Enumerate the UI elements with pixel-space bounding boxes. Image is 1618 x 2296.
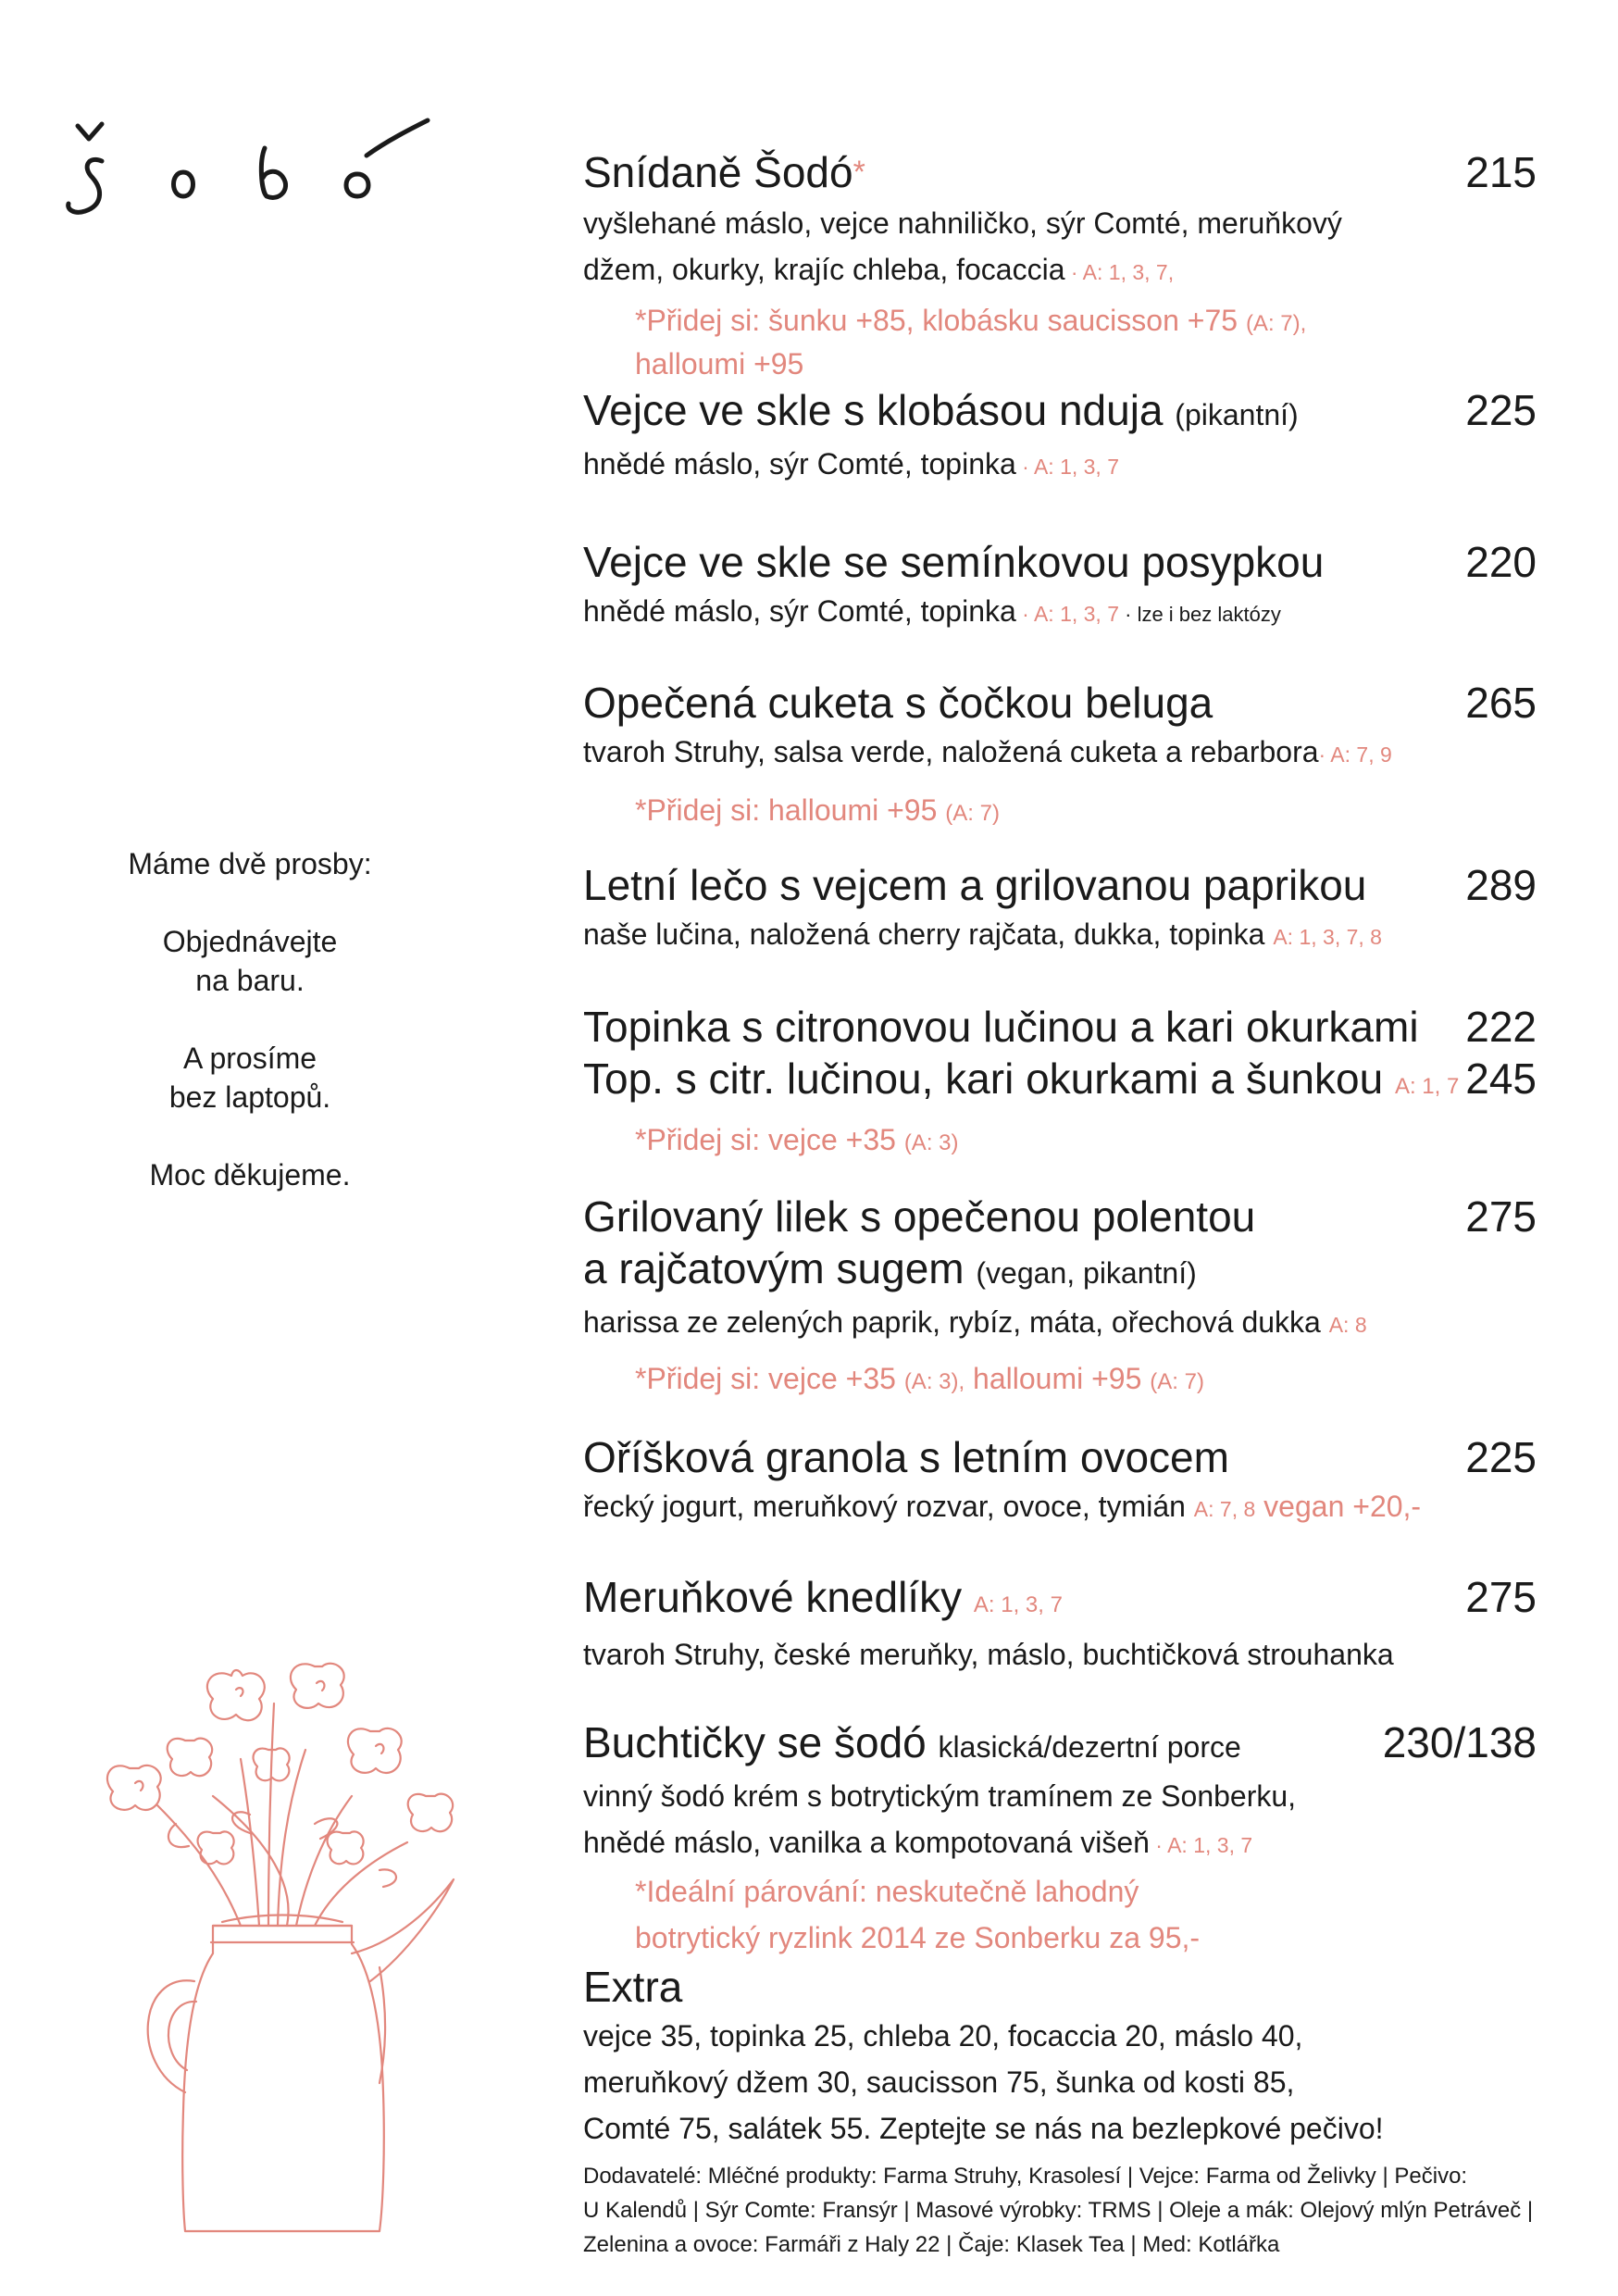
addon-text: *Přidej si: halloumi +95 <box>635 793 946 827</box>
addon-text: *Přidej si: vejce +35 <box>635 1362 904 1395</box>
menu-item-granola <box>583 1431 1537 1532</box>
menu-item-snidane <box>583 146 1537 382</box>
item-description <box>583 1773 1537 1868</box>
menu-item-title <box>583 1053 1537 1113</box>
lactose-note: · lze i bez laktózy <box>1119 603 1281 626</box>
allergens: A: 1, 3, 7 <box>973 1592 1063 1617</box>
flower-vase-illustration <box>74 1648 481 2240</box>
flower-vase-icon <box>74 1648 481 2240</box>
item-name: Top. s citr. lučinou, kari okurkami a šunkou <box>583 1054 1395 1103</box>
item-note: (vegan, pikantní) <box>976 1256 1197 1290</box>
desc-text: tvaroh Struhy, salsa verde, naložená cuketa a rebarbora <box>583 735 1319 768</box>
item-name: Opečená cuketa s čočkou beluga <box>583 679 1214 727</box>
item-addon <box>583 299 1537 382</box>
desc-line <box>583 246 1537 295</box>
menu-extra <box>583 1961 1537 2152</box>
item-name: Topinka s citronovou lučinou a kari okurkami <box>583 1003 1419 1051</box>
item-price: 225 <box>1465 1433 1537 1481</box>
allergens: · A: 1, 3, 7 <box>1015 455 1120 479</box>
item-addon <box>583 1118 1537 1165</box>
menu-item-title <box>583 384 1537 441</box>
note-line: na baru. <box>195 964 305 997</box>
desc-text: harissa ze zelených paprik, rybíz, máta, ořechová dukka <box>583 1305 1329 1339</box>
extra-line: Comté 75, salátek 55. Zeptejte se nás na bezlepkové pečivo! <box>583 2112 1384 2145</box>
guest-requests-note <box>56 844 444 1233</box>
menu <box>583 146 1537 2262</box>
note-line: A prosíme <box>182 1042 317 1075</box>
note-no-laptops <box>56 1039 444 1117</box>
addon-allergens: (A: 7) <box>945 801 1000 826</box>
desc-text: hnědé máslo, sýr Comté, topinka <box>583 594 1016 628</box>
allergens: · A: 1, 3, 7 <box>1149 1833 1253 1857</box>
item-name: Oříšková granola s letním ovocem <box>583 1433 1229 1481</box>
desc-line: vyšlehané máslo, vejce nahniličko, sýr Comté, meruňkový <box>583 206 1342 240</box>
allergens: A: 8 <box>1328 1313 1367 1337</box>
addon-allergens: (A: 3), <box>903 1369 965 1394</box>
pairing-line: botrytický ryzlink 2014 ze Sonberku za 95,- <box>635 1921 1201 1954</box>
suppliers-line: Zelenina a ovoce: Farmáři z Haly 22 | Čaje: Klasek Tea | Med: Kotlářka <box>583 2232 1280 2257</box>
allergens: · A: 1, 3, 7 <box>1015 602 1120 626</box>
item-price: 222 <box>1465 1003 1537 1051</box>
suppliers-line: U Kalendů | Sýr Comte: Fransýr | Masové výrobky: TRMS | Oleje a mák: Olejový mlýn Petráveč | <box>583 2198 1534 2223</box>
item-price: 289 <box>1465 861 1537 909</box>
item-name: Vejce ve skle se semínkovou posypkou <box>583 538 1325 586</box>
item-description <box>583 588 1537 638</box>
menu-item-title <box>583 1571 1537 1631</box>
menu-item-title <box>583 536 1537 588</box>
addon-allergens: (A: 3) <box>903 1130 959 1155</box>
item-name: Snídaně Šodó <box>583 148 853 196</box>
addon-text: *Přidej si: šunku +85, klobásku saucisson +75 <box>635 304 1246 337</box>
item-description <box>583 1631 1537 1678</box>
wine-pairing <box>583 1868 1537 1961</box>
menu-item-buchticky <box>583 1716 1537 1961</box>
menu-item-nduja <box>583 384 1537 490</box>
menu-item-title <box>583 859 1537 911</box>
item-addon <box>583 1357 1537 1404</box>
addon-allergens: (A: 7) <box>1150 1369 1204 1394</box>
item-note: (pikantní) <box>1175 398 1299 431</box>
menu-item-title <box>583 1716 1537 1773</box>
item-name: Buchtičky se šodó <box>583 1718 939 1766</box>
extra-line: vejce 35, topinka 25, chleba 20, focaccia 20, máslo 40, <box>583 2019 1303 2053</box>
item-description <box>583 200 1537 295</box>
menu-item-title <box>583 677 1537 729</box>
allergens: A: 1, 3, 7, 8 <box>1273 925 1382 949</box>
item-name: Grilovaný lilek s opečenou polentou <box>583 1192 1256 1241</box>
menu-item-knedliky <box>583 1571 1537 1678</box>
extra-list <box>583 2013 1537 2152</box>
item-note: klasická/dezertní porce <box>938 1730 1241 1764</box>
item-price: 245 <box>1465 1054 1537 1103</box>
menu-item-seminka <box>583 536 1537 638</box>
menu-item-title <box>583 1191 1537 1242</box>
note-thanks: Moc děkujeme. <box>149 1158 351 1192</box>
item-addon <box>583 789 1537 835</box>
menu-item-title <box>583 1001 1537 1053</box>
menu-item-title <box>583 1242 1537 1299</box>
item-description <box>583 1483 1537 1532</box>
item-price: 225 <box>1465 386 1537 434</box>
extra-title: Extra <box>583 1963 683 2011</box>
item-price: 275 <box>1465 1192 1537 1241</box>
item-price: 265 <box>1465 679 1537 727</box>
desc-line <box>583 1819 1537 1868</box>
menu-item-title <box>583 1431 1537 1483</box>
vegan-option: vegan +20,- <box>1255 1490 1422 1523</box>
note-line: bez laptopů. <box>168 1080 331 1114</box>
menu-item-leco <box>583 859 1537 960</box>
desc-text: naše lučina, naložená cherry rajčata, dukka, topinka <box>583 917 1274 951</box>
desc-text: řecký jogurt, meruňkový rozvar, ovoce, tymián <box>583 1490 1194 1523</box>
note-intro: Máme dvě prosby: <box>128 847 372 880</box>
item-description <box>583 729 1537 778</box>
desc-line: vinný šodó krém s botrytickým tramínem ze Sonberku, <box>583 1779 1297 1813</box>
sodo-logo-icon <box>61 100 450 230</box>
item-description <box>583 911 1537 960</box>
suppliers <box>583 2159 1564 2262</box>
item-price: 275 <box>1465 1573 1537 1621</box>
pairing-line: *Ideální párování: neskutečně lahodný <box>635 1875 1139 1908</box>
item-name: Meruňkové knedlíky <box>583 1573 974 1621</box>
item-name: a rajčatovým sugem <box>583 1244 977 1292</box>
allergens: A: 7, 8 <box>1193 1497 1256 1521</box>
addon-allergens: (A: 7), <box>1245 311 1307 336</box>
item-name: Vejce ve skle s klobásou nduja <box>583 386 1176 434</box>
allergens: · A: 1, 3, 7, <box>1064 260 1175 284</box>
addon-text: halloumi +95 <box>635 347 804 381</box>
item-description <box>583 441 1537 490</box>
desc-text: hnědé máslo, sýr Comté, topinka <box>583 447 1016 480</box>
item-price: 215 <box>1465 148 1537 196</box>
desc-text: tvaroh Struhy, české meruňky, máslo, buchtičková strouhanka <box>583 1638 1394 1671</box>
item-price: 220 <box>1465 538 1537 586</box>
allergens: · A: 7, 9 <box>1318 742 1392 767</box>
desc-text: džem, okurky, krajíc chleba, focaccia <box>583 253 1065 286</box>
allergens: A: 1, 7 <box>1394 1074 1460 1099</box>
extra-line: meruňkový džem 30, saucisson 75, šunka od kosti 85, <box>583 2065 1295 2099</box>
menu-item-topinka <box>583 1001 1537 1165</box>
item-price: 230/138 <box>1382 1718 1537 1766</box>
item-name: Letní lečo s vejcem a grilovanou paprikou <box>583 861 1367 909</box>
desc-text: hnědé máslo, vanilka a kompotovaná višeň <box>583 1826 1150 1859</box>
addon-text: *Přidej si: vejce +35 <box>635 1123 904 1156</box>
addon-text: halloumi +95 <box>965 1362 1151 1395</box>
star-mark: * <box>853 155 865 190</box>
suppliers-line: Dodavatelé: Mléčné produkty: Farma Struhy, Krasolesí | Vejce: Farma od Želivky | Pečivo: <box>583 2164 1468 2189</box>
menu-item-cuketa <box>583 677 1537 835</box>
item-description <box>583 1299 1537 1348</box>
menu-item-lilek <box>583 1191 1537 1404</box>
note-line: Objednávejte <box>162 925 338 958</box>
note-order-at-bar <box>56 922 444 1000</box>
sodo-logo <box>61 100 450 230</box>
menu-item-title <box>583 146 1537 198</box>
